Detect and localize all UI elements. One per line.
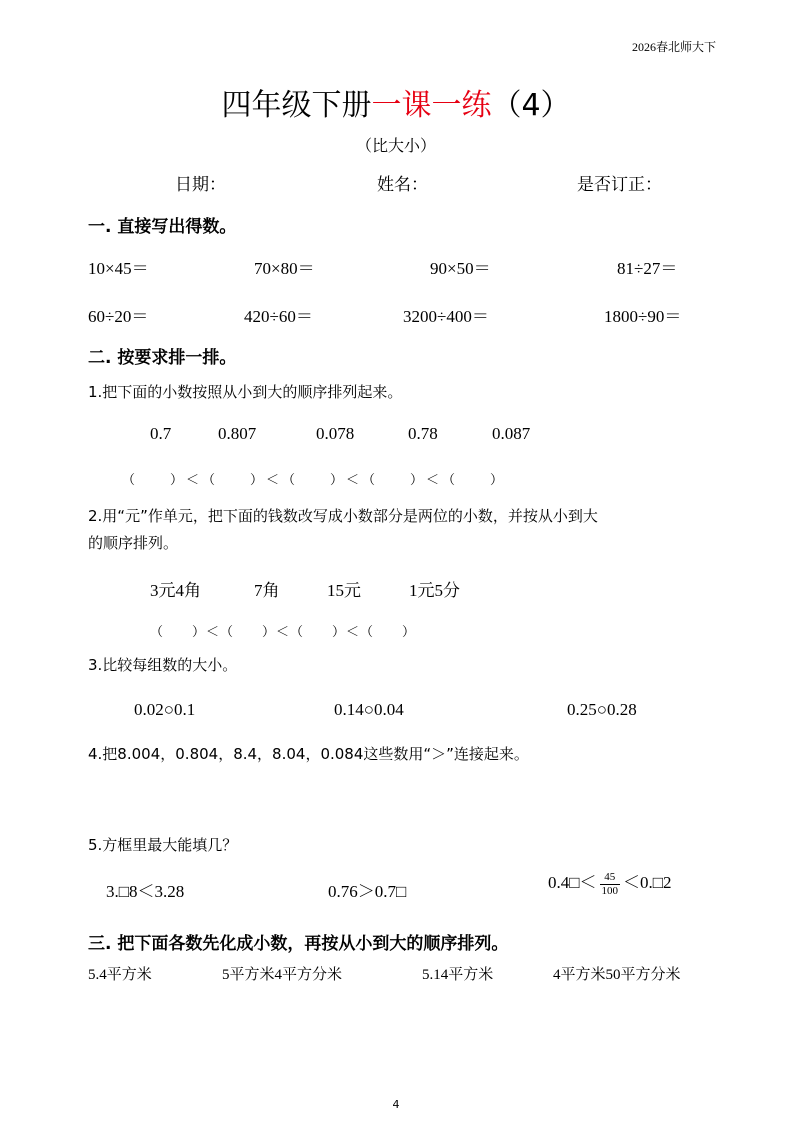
fraction-right: ＜0.□2 bbox=[623, 873, 672, 892]
calc-item: 1800÷90＝ bbox=[604, 307, 682, 326]
title-grade: 四年级下册 bbox=[221, 88, 372, 123]
calc-item: 81÷27＝ bbox=[617, 259, 678, 278]
area-item: 5.14平方米 bbox=[422, 967, 494, 983]
area-item: 5.4平方米 bbox=[88, 967, 152, 983]
decimal-number: 0.807 bbox=[218, 424, 257, 443]
page-number: 4 bbox=[392, 1098, 400, 1111]
fill-box-item: 3.□8＜3.28 bbox=[106, 882, 185, 901]
q5-text: 5.方框里最大能填几？ bbox=[88, 836, 238, 854]
area-item: 4平方米50平方分米 bbox=[553, 967, 681, 983]
money-amount: 3元4角 bbox=[150, 581, 201, 600]
date-label: 日期： bbox=[175, 175, 226, 195]
section1-heading: 一. 直接写出得数。 bbox=[88, 217, 237, 237]
fill-box-fraction-item bbox=[548, 868, 672, 898]
money-amount: 1元5分 bbox=[409, 581, 460, 600]
q1-text: 1.把下面的小数按照从小到大的顺序排列起来。 bbox=[88, 383, 403, 401]
header-note: 2026春北师大下 bbox=[631, 40, 716, 54]
q2-text-line1: 2.用“元”作单元，把下面的钱数改写成小数部分是两位的小数，并按从小到大 bbox=[88, 507, 598, 525]
section2-heading: 二. 按要求排一排。 bbox=[88, 348, 237, 368]
compare-item: 0.25○0.28 bbox=[567, 700, 637, 719]
q3-text: 3.比较每组数的大小。 bbox=[88, 656, 238, 674]
money-amount: 7角 bbox=[254, 581, 280, 600]
title-highlight: 一课一练 bbox=[371, 88, 492, 123]
decimal-number: 0.7 bbox=[150, 424, 172, 443]
page-title bbox=[0, 80, 792, 124]
calc-item: 420÷60＝ bbox=[244, 307, 313, 326]
title-number: （4） bbox=[491, 88, 571, 123]
corrected-label: 是否订正： bbox=[577, 175, 662, 195]
fill-box-item: 0.76＞0.7□ bbox=[328, 882, 407, 901]
fraction bbox=[600, 871, 621, 898]
money-amount: 15元 bbox=[327, 581, 361, 600]
fraction-left: 0.4□＜ bbox=[548, 873, 597, 892]
area-item: 5平方米4平方分米 bbox=[222, 967, 343, 983]
calc-item: 70×80＝ bbox=[254, 259, 315, 278]
q2-answer-blanks: （ ）＜（ ）＜（ ）＜（ ） bbox=[150, 625, 417, 640]
q2-text-line2: 的顺序排列。 bbox=[88, 534, 179, 552]
calc-item: 10×45＝ bbox=[88, 259, 149, 278]
fraction-numerator: 45 bbox=[600, 871, 621, 885]
decimal-number: 0.78 bbox=[408, 424, 438, 443]
name-label: 姓名： bbox=[377, 175, 428, 195]
compare-item: 0.02○0.1 bbox=[134, 700, 196, 719]
decimal-number: 0.078 bbox=[316, 424, 355, 443]
fraction-denominator: 100 bbox=[601, 884, 619, 897]
calc-item: 3200÷400＝ bbox=[403, 307, 489, 326]
calc-item: 90×50＝ bbox=[430, 259, 491, 278]
calc-item: 60÷20＝ bbox=[88, 307, 149, 326]
q4-text: 4.把8.004，0.804，8.4，8.04，0.084这些数用“＞”连接起来。 bbox=[88, 745, 529, 763]
compare-item: 0.14○0.04 bbox=[334, 700, 404, 719]
q1-answer-blanks: （ ）＜（ ）＜（ ）＜（ ）＜（ ） bbox=[122, 473, 507, 488]
page-subtitle: （比大小） bbox=[355, 136, 436, 155]
section3-heading: 三. 把下面各数先化成小数，再按从小到大的顺序排列。 bbox=[88, 934, 509, 954]
decimal-number: 0.087 bbox=[492, 424, 531, 443]
